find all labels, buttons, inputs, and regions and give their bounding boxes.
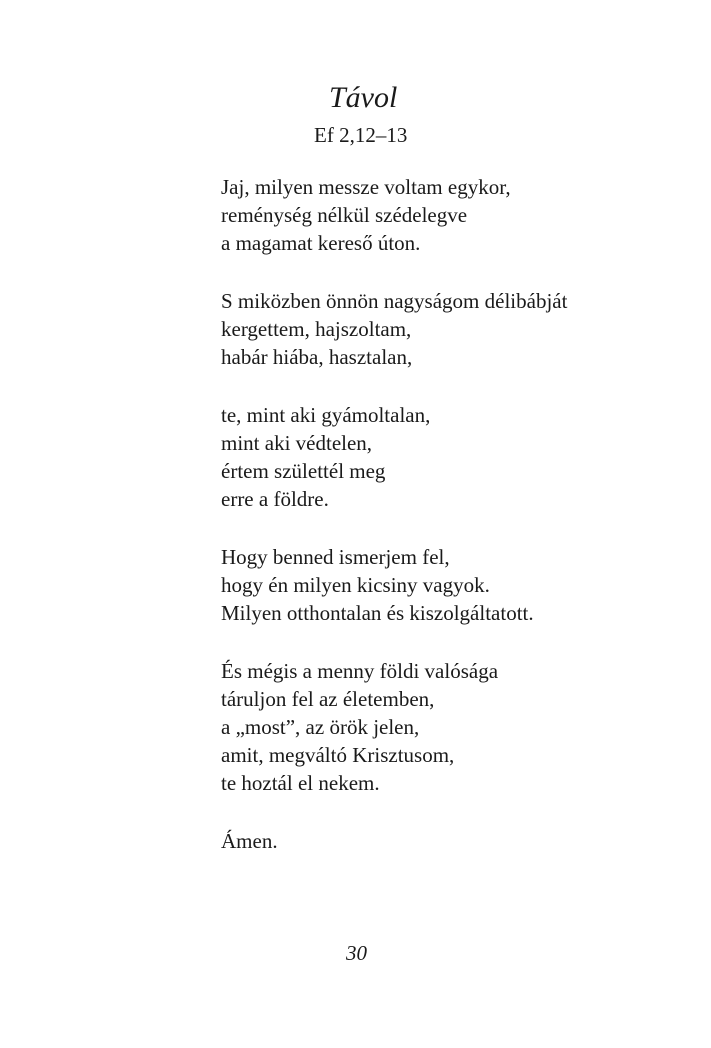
stanza-5 (221, 657, 691, 797)
stanza-3 (221, 401, 691, 513)
stanza-1 (221, 173, 691, 257)
poem-line: kergettem, hajszoltam, (221, 317, 412, 341)
bible-reference: Ef 2,12–13 (314, 123, 408, 147)
poem-line: Jaj, milyen messze voltam egykor, (221, 175, 511, 199)
poem-title: Távol (329, 81, 398, 114)
poem-line: táruljon fel az életemben, (221, 687, 435, 711)
poem-line: S miközben önnön nagyságom délibábját (221, 289, 568, 313)
poem-line: a magamat kereső úton. (221, 231, 421, 255)
poem-line: És mégis a menny földi valósága (221, 659, 499, 683)
poem-line: mint aki védtelen, (221, 431, 373, 455)
poem-line: hogy én milyen kicsiny vagyok. (221, 573, 490, 597)
poem-line: erre a földre. (221, 487, 329, 511)
poem-line: a „most”, az örök jelen, (221, 715, 420, 739)
stanza-4 (221, 543, 691, 627)
poem-line: te, mint aki gyámoltalan, (221, 403, 431, 427)
poem-line: te hoztál el nekem. (221, 771, 380, 795)
page-number: 30 (346, 941, 367, 965)
poem-line: Milyen otthontalan és kiszolgáltatott. (221, 601, 534, 625)
stanza-2 (221, 287, 691, 371)
poem-line: amit, megváltó Krisztusom, (221, 743, 455, 767)
poem-line: Hogy benned ismerjem fel, (221, 545, 450, 569)
poem-closing: Ámen. (221, 829, 278, 853)
poem-line: értem születtél meg (221, 459, 386, 483)
poem-line: reménység nélkül szédelegve (221, 203, 468, 227)
poem-line: habár hiába, hasztalan, (221, 345, 413, 369)
poem-body (221, 173, 691, 855)
